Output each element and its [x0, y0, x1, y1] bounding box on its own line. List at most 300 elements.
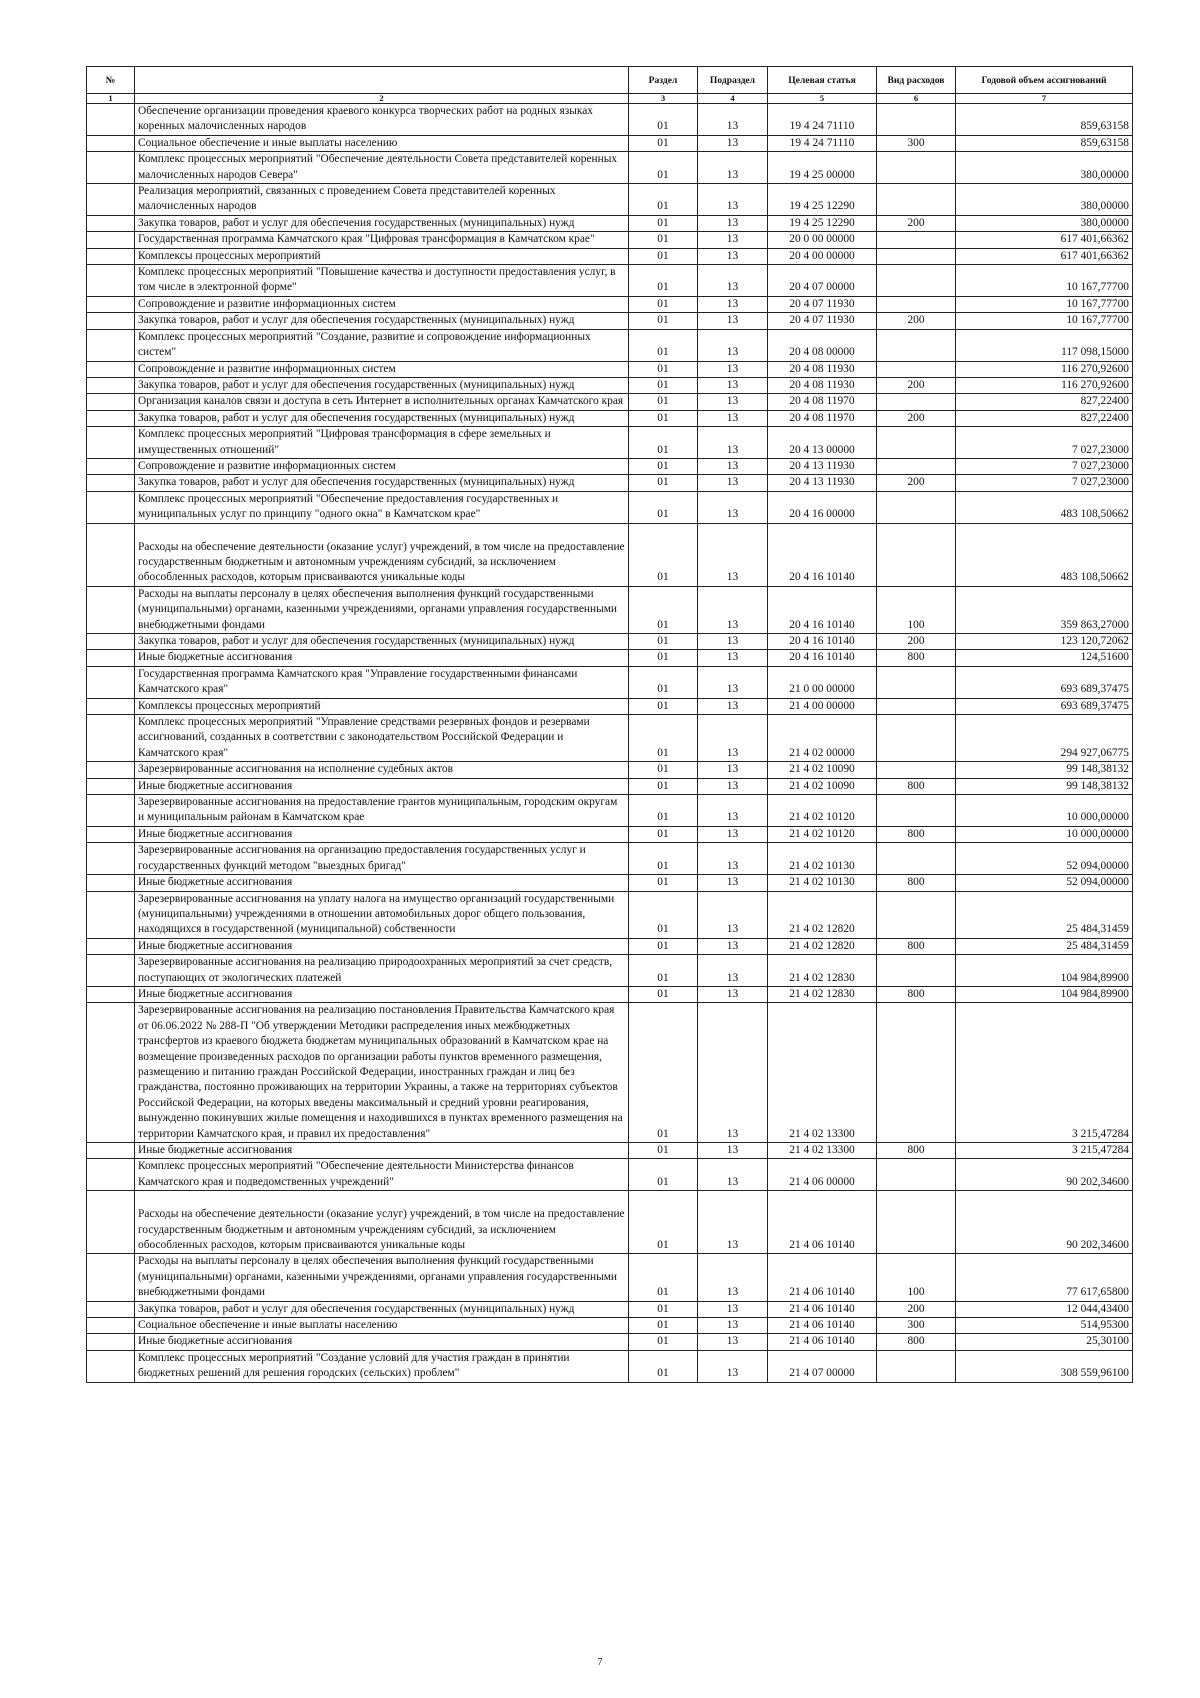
- row-subsection-cell: 13: [698, 523, 768, 586]
- row-name-cell: Сопровождение и развитие информационных систем: [135, 458, 629, 474]
- row-target-article-cell: 21 4 02 12820: [768, 938, 877, 954]
- row-number-cell: [87, 843, 135, 875]
- row-section-cell: 01: [629, 1003, 698, 1143]
- row-expense-type-cell: [877, 523, 956, 586]
- row-amount-cell: 25 484,31459: [956, 938, 1133, 954]
- table-row: [87, 875, 1133, 891]
- row-number-cell: [87, 586, 135, 633]
- table-row: [87, 475, 1133, 491]
- row-amount-cell: 483 108,50662: [956, 491, 1133, 523]
- row-number-cell: [87, 1350, 135, 1382]
- row-number-cell: [87, 1143, 135, 1159]
- row-name-cell: Расходы на обеспечение деятельности (оказание услуг) учреждений, в том числе на предоставление государственным бюджетным и автономным учреждениям субсидий, за исключением обособленных расходов, которым присваиваются уникальные коды: [135, 523, 629, 586]
- budget-table-page: [86, 66, 1132, 1383]
- row-section-cell: 01: [629, 875, 698, 891]
- row-target-article-cell: 19 4 24 71110: [768, 135, 877, 151]
- row-name-cell: Закупка товаров, работ и услуг для обеспечения государственных (муниципальных) нужд: [135, 313, 629, 329]
- row-expense-type-cell: [877, 955, 956, 987]
- header-annual-amount: Годовой объем ассигнований: [956, 67, 1133, 94]
- row-section-cell: 01: [629, 427, 698, 459]
- row-name-cell: Расходы на выплаты персоналу в целях обеспечения выполнения функций государственными (муниципальными) органами, казенными учреждениями, органами управления государственными внебюджетными фондами: [135, 1254, 629, 1301]
- row-target-article-cell: 21 4 06 10140: [768, 1254, 877, 1301]
- row-target-article-cell: 19 4 24 71110: [768, 104, 877, 136]
- row-number-cell: [87, 232, 135, 248]
- row-number-cell: [87, 523, 135, 586]
- row-name-cell: Комплексы процессных мероприятий: [135, 698, 629, 714]
- header-expense-type: Вид расходов: [877, 67, 956, 94]
- row-section-cell: 01: [629, 986, 698, 1002]
- row-expense-type-cell: 200: [877, 377, 956, 393]
- row-name-cell: Иные бюджетные ассигнования: [135, 875, 629, 891]
- row-name-cell: Иные бюджетные ассигнования: [135, 778, 629, 794]
- column-number: 4: [698, 94, 768, 104]
- row-expense-type-cell: 100: [877, 1254, 956, 1301]
- row-number-cell: [87, 104, 135, 136]
- table-row: [87, 1334, 1133, 1350]
- row-section-cell: 01: [629, 795, 698, 827]
- row-amount-cell: 693 689,37475: [956, 698, 1133, 714]
- row-number-cell: [87, 265, 135, 297]
- table-row: [87, 135, 1133, 151]
- row-expense-type-cell: [877, 329, 956, 361]
- row-target-article-cell: 20 4 16 10140: [768, 650, 877, 666]
- row-name-cell: Комплекс процессных мероприятий "Создание, развитие и сопровождение информационных систем": [135, 329, 629, 361]
- row-section-cell: 01: [629, 296, 698, 312]
- row-section-cell: 01: [629, 458, 698, 474]
- row-amount-cell: 7 027,23000: [956, 475, 1133, 491]
- row-amount-cell: 25,30100: [956, 1334, 1133, 1350]
- row-number-cell: [87, 1159, 135, 1191]
- row-subsection-cell: 13: [698, 891, 768, 938]
- row-name-cell: Сопровождение и развитие информационных систем: [135, 296, 629, 312]
- row-number-cell: [87, 715, 135, 762]
- row-section-cell: 01: [629, 491, 698, 523]
- row-section-cell: 01: [629, 762, 698, 778]
- row-subsection-cell: 13: [698, 826, 768, 842]
- row-target-article-cell: 21 4 06 00000: [768, 1159, 877, 1191]
- row-name-cell: Комплекс процессных мероприятий "Повышение качества и доступности предоставления услуг, в том числе в электронной форме": [135, 265, 629, 297]
- row-target-article-cell: 21 4 06 10140: [768, 1318, 877, 1334]
- row-subsection-cell: 13: [698, 715, 768, 762]
- row-subsection-cell: 13: [698, 296, 768, 312]
- row-subsection-cell: 13: [698, 1143, 768, 1159]
- row-target-article-cell: 21 4 06 10140: [768, 1334, 877, 1350]
- table-row: [87, 762, 1133, 778]
- table-row: [87, 394, 1133, 410]
- page-number: 7: [597, 1657, 603, 1668]
- row-name-cell: Организация каналов связи и доступа в сеть Интернет в исполнительных органах Камчатского края: [135, 394, 629, 410]
- row-target-article-cell: 21 4 02 12830: [768, 955, 877, 987]
- row-name-cell: Комплекс процессных мероприятий "Обеспечение деятельности Совета представителей коренных малочисленных народов Севера": [135, 152, 629, 184]
- row-section-cell: 01: [629, 475, 698, 491]
- row-section-cell: 01: [629, 1350, 698, 1382]
- row-number-cell: [87, 891, 135, 938]
- table-row: [87, 1191, 1133, 1254]
- row-amount-cell: 99 148,38132: [956, 762, 1133, 778]
- row-name-cell: Иные бюджетные ассигнования: [135, 650, 629, 666]
- row-expense-type-cell: [877, 232, 956, 248]
- row-expense-type-cell: 200: [877, 1301, 956, 1317]
- row-amount-cell: 90 202,34600: [956, 1159, 1133, 1191]
- row-section-cell: 01: [629, 410, 698, 426]
- row-section-cell: 01: [629, 523, 698, 586]
- row-amount-cell: 294 927,06775: [956, 715, 1133, 762]
- row-expense-type-cell: [877, 715, 956, 762]
- header-name: [135, 67, 629, 94]
- row-target-article-cell: 21 4 02 10130: [768, 875, 877, 891]
- row-amount-cell: 116 270,92600: [956, 377, 1133, 393]
- row-expense-type-cell: 800: [877, 826, 956, 842]
- row-target-article-cell: 21 4 02 10090: [768, 778, 877, 794]
- row-target-article-cell: 21 4 02 10120: [768, 795, 877, 827]
- row-expense-type-cell: 800: [877, 986, 956, 1002]
- column-number-row: [87, 94, 1133, 104]
- row-amount-cell: 514,95300: [956, 1318, 1133, 1334]
- row-subsection-cell: 13: [698, 265, 768, 297]
- row-target-article-cell: 20 4 08 00000: [768, 329, 877, 361]
- row-name-cell: Зарезервированные ассигнования на исполнение судебных актов: [135, 762, 629, 778]
- row-expense-type-cell: [877, 843, 956, 875]
- row-number-cell: [87, 427, 135, 459]
- table-row: [87, 634, 1133, 650]
- row-number-cell: [87, 491, 135, 523]
- header-section: Раздел: [629, 67, 698, 94]
- table-row: [87, 410, 1133, 426]
- row-target-article-cell: 21 4 02 10120: [768, 826, 877, 842]
- row-subsection-cell: 13: [698, 313, 768, 329]
- row-target-article-cell: 20 4 13 00000: [768, 427, 877, 459]
- row-subsection-cell: 13: [698, 1350, 768, 1382]
- row-amount-cell: 117 098,15000: [956, 329, 1133, 361]
- row-subsection-cell: 13: [698, 586, 768, 633]
- row-amount-cell: 77 617,65800: [956, 1254, 1133, 1301]
- row-expense-type-cell: [877, 1350, 956, 1382]
- row-expense-type-cell: 800: [877, 778, 956, 794]
- table-row: [87, 265, 1133, 297]
- row-expense-type-cell: [877, 666, 956, 698]
- row-target-article-cell: 19 4 25 12290: [768, 215, 877, 231]
- row-name-cell: Закупка товаров, работ и услуг для обеспечения государственных (муниципальных) нужд: [135, 475, 629, 491]
- row-section-cell: 01: [629, 843, 698, 875]
- table-row: [87, 778, 1133, 794]
- row-name-cell: Социальное обеспечение и иные выплаты населению: [135, 1318, 629, 1334]
- row-target-article-cell: 20 4 00 00000: [768, 248, 877, 264]
- row-subsection-cell: 13: [698, 955, 768, 987]
- row-number-cell: [87, 666, 135, 698]
- row-number-cell: [87, 410, 135, 426]
- row-amount-cell: 104 984,89900: [956, 986, 1133, 1002]
- row-subsection-cell: 13: [698, 377, 768, 393]
- row-number-cell: [87, 184, 135, 216]
- row-target-article-cell: 20 4 07 11930: [768, 296, 877, 312]
- header-target-article: Целевая статья: [768, 67, 877, 94]
- table-row: [87, 698, 1133, 714]
- row-subsection-cell: 13: [698, 938, 768, 954]
- row-name-cell: Комплекс процессных мероприятий "Создание условий для участия граждан в принятии бюджетных решений для решения городских (сельских) проблем": [135, 1350, 629, 1382]
- row-name-cell: Закупка товаров, работ и услуг для обеспечения государственных (муниципальных) нужд: [135, 410, 629, 426]
- row-name-cell: Социальное обеспечение и иные выплаты населению: [135, 135, 629, 151]
- row-expense-type-cell: 200: [877, 475, 956, 491]
- table-row: [87, 1159, 1133, 1191]
- row-section-cell: 01: [629, 698, 698, 714]
- row-number-cell: [87, 875, 135, 891]
- row-expense-type-cell: [877, 394, 956, 410]
- row-expense-type-cell: [877, 265, 956, 297]
- table-row: [87, 955, 1133, 987]
- row-target-article-cell: 21 4 02 12820: [768, 891, 877, 938]
- row-expense-type-cell: 200: [877, 410, 956, 426]
- row-subsection-cell: 13: [698, 152, 768, 184]
- row-amount-cell: 10 167,77700: [956, 265, 1133, 297]
- table-row: [87, 215, 1133, 231]
- row-target-article-cell: 21 4 06 10140: [768, 1301, 877, 1317]
- row-expense-type-cell: [877, 184, 956, 216]
- row-section-cell: 01: [629, 586, 698, 633]
- table-row: [87, 795, 1133, 827]
- row-number-cell: [87, 955, 135, 987]
- row-number-cell: [87, 1191, 135, 1254]
- row-target-article-cell: 20 4 07 11930: [768, 313, 877, 329]
- column-number: 2: [135, 94, 629, 104]
- row-subsection-cell: 13: [698, 410, 768, 426]
- row-section-cell: 01: [629, 265, 698, 297]
- row-expense-type-cell: [877, 762, 956, 778]
- table-row: [87, 523, 1133, 586]
- row-subsection-cell: 13: [698, 1301, 768, 1317]
- row-subsection-cell: 13: [698, 491, 768, 523]
- row-name-cell: Зарезервированные ассигнования на организацию предоставления государственных услуг и государственных функций методом "выездных бригад": [135, 843, 629, 875]
- row-name-cell: Комплексы процессных мероприятий: [135, 248, 629, 264]
- row-target-article-cell: 20 4 16 10140: [768, 634, 877, 650]
- row-expense-type-cell: [877, 1003, 956, 1143]
- row-name-cell: Комплекс процессных мероприятий "Обеспечение предоставления государственных и муниципальных услуг по принципу "одного окна" в Камчатском крае": [135, 491, 629, 523]
- row-expense-type-cell: [877, 152, 956, 184]
- row-subsection-cell: 13: [698, 329, 768, 361]
- row-number-cell: [87, 795, 135, 827]
- row-name-cell: Зарезервированные ассигнования на уплату налога на имущество организаций государственными (муниципальными) учреждениями в отношении автомобильных дорог общего пользования, находящихся в государственной (муниципальной) собственности: [135, 891, 629, 938]
- row-amount-cell: 123 120,72062: [956, 634, 1133, 650]
- row-expense-type-cell: 300: [877, 135, 956, 151]
- row-expense-type-cell: 800: [877, 938, 956, 954]
- row-name-cell: Иные бюджетные ассигнования: [135, 1143, 629, 1159]
- row-subsection-cell: 13: [698, 361, 768, 377]
- row-subsection-cell: 13: [698, 666, 768, 698]
- row-name-cell: Сопровождение и развитие информационных систем: [135, 361, 629, 377]
- row-amount-cell: 99 148,38132: [956, 778, 1133, 794]
- row-section-cell: 01: [629, 1254, 698, 1301]
- row-expense-type-cell: 800: [877, 650, 956, 666]
- row-subsection-cell: 13: [698, 104, 768, 136]
- table-row: [87, 296, 1133, 312]
- table-row: [87, 666, 1133, 698]
- row-amount-cell: 380,00000: [956, 152, 1133, 184]
- row-subsection-cell: 13: [698, 1334, 768, 1350]
- row-section-cell: 01: [629, 135, 698, 151]
- row-subsection-cell: 13: [698, 843, 768, 875]
- table-row: [87, 491, 1133, 523]
- row-amount-cell: 359 863,27000: [956, 586, 1133, 633]
- row-number-cell: [87, 1254, 135, 1301]
- row-target-article-cell: 19 4 25 12290: [768, 184, 877, 216]
- row-target-article-cell: 20 4 08 11970: [768, 394, 877, 410]
- table-row: [87, 650, 1133, 666]
- row-name-cell: Закупка товаров, работ и услуг для обеспечения государственных (муниципальных) нужд: [135, 377, 629, 393]
- row-amount-cell: 10 000,00000: [956, 795, 1133, 827]
- row-name-cell: Расходы на выплаты персоналу в целях обеспечения выполнения функций государственными (муниципальными) органами, казенными учреждениями, органами управления государственными внебюджетными фондами: [135, 586, 629, 633]
- row-number-cell: [87, 135, 135, 151]
- row-target-article-cell: 20 4 13 11930: [768, 458, 877, 474]
- table-row: [87, 361, 1133, 377]
- row-section-cell: 01: [629, 1159, 698, 1191]
- row-expense-type-cell: 200: [877, 215, 956, 231]
- row-section-cell: 01: [629, 891, 698, 938]
- row-amount-cell: 483 108,50662: [956, 523, 1133, 586]
- row-expense-type-cell: [877, 891, 956, 938]
- column-number: 6: [877, 94, 956, 104]
- row-number-cell: [87, 215, 135, 231]
- table-row: [87, 986, 1133, 1002]
- row-number-cell: [87, 248, 135, 264]
- row-name-cell: Комплекс процессных мероприятий "Цифровая трансформация в сфере земельных и имущественных отношений": [135, 427, 629, 459]
- column-number: 5: [768, 94, 877, 104]
- table-row: [87, 586, 1133, 633]
- row-target-article-cell: 21 4 02 13300: [768, 1143, 877, 1159]
- row-subsection-cell: 13: [698, 1191, 768, 1254]
- row-name-cell: Реализация мероприятий, связанных с проведением Совета представителей коренных малочисленных народов: [135, 184, 629, 216]
- row-expense-type-cell: [877, 698, 956, 714]
- row-name-cell: Государственная программа Камчатского края "Цифровая трансформация в Камчатском крае": [135, 232, 629, 248]
- row-expense-type-cell: [877, 361, 956, 377]
- row-amount-cell: 827,22400: [956, 410, 1133, 426]
- row-expense-type-cell: 200: [877, 313, 956, 329]
- row-name-cell: Комплекс процессных мероприятий "Управление средствами резервных фондов и резервами ассигнований, созданных в соответствии с законодательством Российской Федерации и Камчатского края": [135, 715, 629, 762]
- row-expense-type-cell: [877, 427, 956, 459]
- row-target-article-cell: 20 4 08 11930: [768, 377, 877, 393]
- row-target-article-cell: 21 4 00 00000: [768, 698, 877, 714]
- row-name-cell: Зарезервированные ассигнования на реализацию природоохранных мероприятий за счет средств, поступающих от экологических платежей: [135, 955, 629, 987]
- row-section-cell: 01: [629, 152, 698, 184]
- row-target-article-cell: 21 4 02 10090: [768, 762, 877, 778]
- table-row: [87, 938, 1133, 954]
- table-row: [87, 1254, 1133, 1301]
- row-amount-cell: 380,00000: [956, 184, 1133, 216]
- row-name-cell: Закупка товаров, работ и услуг для обеспечения государственных (муниципальных) нужд: [135, 1301, 629, 1317]
- row-section-cell: 01: [629, 1334, 698, 1350]
- header-row: [87, 67, 1133, 94]
- row-number-cell: [87, 377, 135, 393]
- row-amount-cell: 52 094,00000: [956, 875, 1133, 891]
- row-expense-type-cell: 800: [877, 1143, 956, 1159]
- row-amount-cell: 116 270,92600: [956, 361, 1133, 377]
- row-amount-cell: 827,22400: [956, 394, 1133, 410]
- row-name-cell: Иные бюджетные ассигнования: [135, 986, 629, 1002]
- row-amount-cell: 124,51600: [956, 650, 1133, 666]
- row-target-article-cell: 20 4 13 11930: [768, 475, 877, 491]
- row-subsection-cell: 13: [698, 135, 768, 151]
- row-subsection-cell: 13: [698, 986, 768, 1002]
- row-target-article-cell: 21 4 02 13300: [768, 1003, 877, 1143]
- column-number: 7: [956, 94, 1133, 104]
- row-subsection-cell: 13: [698, 184, 768, 216]
- row-amount-cell: 25 484,31459: [956, 891, 1133, 938]
- row-expense-type-cell: 300: [877, 1318, 956, 1334]
- row-amount-cell: 380,00000: [956, 215, 1133, 231]
- row-number-cell: [87, 778, 135, 794]
- row-section-cell: 01: [629, 955, 698, 987]
- row-subsection-cell: 13: [698, 458, 768, 474]
- row-subsection-cell: 13: [698, 232, 768, 248]
- row-number-cell: [87, 394, 135, 410]
- row-name-cell: Закупка товаров, работ и услуг для обеспечения государственных (муниципальных) нужд: [135, 634, 629, 650]
- table-row: [87, 313, 1133, 329]
- table-row: [87, 458, 1133, 474]
- row-number-cell: [87, 296, 135, 312]
- row-subsection-cell: 13: [698, 1003, 768, 1143]
- row-target-article-cell: 20 0 00 00000: [768, 232, 877, 248]
- row-target-article-cell: 21 4 02 10130: [768, 843, 877, 875]
- row-number-cell: [87, 826, 135, 842]
- row-amount-cell: 90 202,34600: [956, 1191, 1133, 1254]
- table-row: [87, 1143, 1133, 1159]
- row-amount-cell: 617 401,66362: [956, 232, 1133, 248]
- row-amount-cell: 3 215,47284: [956, 1143, 1133, 1159]
- table-row: [87, 232, 1133, 248]
- row-number-cell: [87, 698, 135, 714]
- table-row: [87, 843, 1133, 875]
- row-target-article-cell: 20 4 16 10140: [768, 586, 877, 633]
- column-number: 3: [629, 94, 698, 104]
- row-number-cell: [87, 152, 135, 184]
- row-subsection-cell: 13: [698, 394, 768, 410]
- row-amount-cell: 7 027,23000: [956, 458, 1133, 474]
- row-section-cell: 01: [629, 1301, 698, 1317]
- row-expense-type-cell: [877, 104, 956, 136]
- row-section-cell: 01: [629, 1143, 698, 1159]
- table-body: [87, 104, 1133, 1383]
- row-amount-cell: 52 094,00000: [956, 843, 1133, 875]
- row-subsection-cell: 13: [698, 1318, 768, 1334]
- row-name-cell: Иные бюджетные ассигнования: [135, 1334, 629, 1350]
- row-target-article-cell: 21 4 07 00000: [768, 1350, 877, 1382]
- row-expense-type-cell: [877, 491, 956, 523]
- row-subsection-cell: 13: [698, 875, 768, 891]
- row-name-cell: Обеспечение организации проведения краевого конкурса творческих работ на родных языках коренных малочисленных народов: [135, 104, 629, 136]
- table-row: [87, 329, 1133, 361]
- row-subsection-cell: 13: [698, 248, 768, 264]
- row-name-cell: Иные бюджетные ассигнования: [135, 826, 629, 842]
- row-section-cell: 01: [629, 394, 698, 410]
- row-section-cell: 01: [629, 1318, 698, 1334]
- row-number-cell: [87, 1003, 135, 1143]
- row-section-cell: 01: [629, 361, 698, 377]
- row-name-cell: Расходы на обеспечение деятельности (оказание услуг) учреждений, в том числе на предоставление государственным бюджетным и автономным учреждениям субсидий, за исключением обособленных расходов, которым присваиваются уникальные коды: [135, 1191, 629, 1254]
- row-subsection-cell: 13: [698, 215, 768, 231]
- table-row: [87, 152, 1133, 184]
- row-name-cell: Комплекс процессных мероприятий "Обеспечение деятельности Министерства финансов Камчатского края и подведомственных учреждений": [135, 1159, 629, 1191]
- row-section-cell: 01: [629, 938, 698, 954]
- row-section-cell: 01: [629, 778, 698, 794]
- row-section-cell: 01: [629, 215, 698, 231]
- row-number-cell: [87, 458, 135, 474]
- row-amount-cell: 859,63158: [956, 104, 1133, 136]
- row-target-article-cell: 19 4 25 00000: [768, 152, 877, 184]
- row-target-article-cell: 21 0 00 00000: [768, 666, 877, 698]
- row-number-cell: [87, 1334, 135, 1350]
- row-name-cell: Закупка товаров, работ и услуг для обеспечения государственных (муниципальных) нужд: [135, 215, 629, 231]
- row-target-article-cell: 20 4 16 10140: [768, 523, 877, 586]
- row-target-article-cell: 21 4 02 00000: [768, 715, 877, 762]
- row-number-cell: [87, 1301, 135, 1317]
